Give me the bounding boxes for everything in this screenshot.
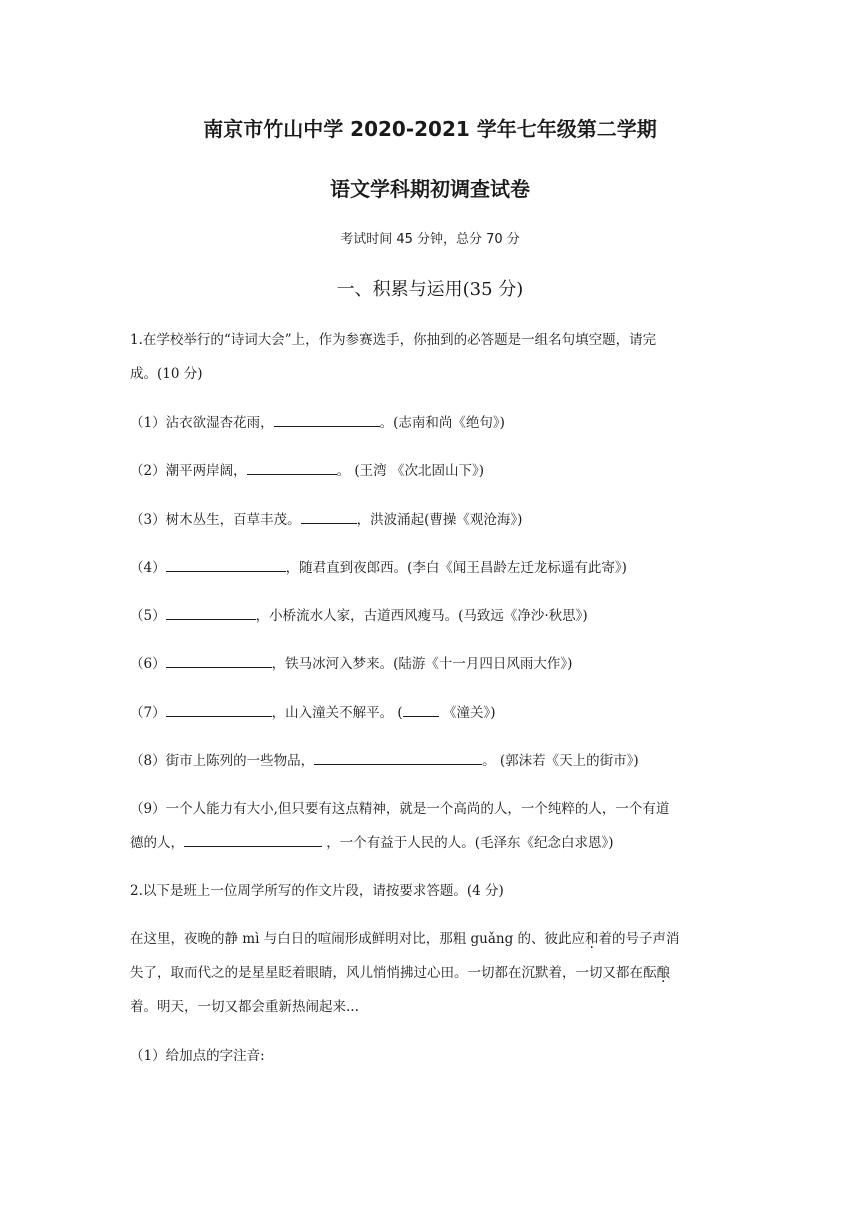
- passage-text: 失了，取而代之的是星星眨着眼睛，风儿悄悄拂过心田。一切都在沉默着，一切又都在酝: [130, 965, 657, 981]
- q2-passage-line2: [130, 961, 740, 985]
- q2-stem: 2.以下是班上一位周学所写的作文片段，请按要求答题。(4 分): [130, 883, 504, 899]
- q1-item-2: [130, 459, 740, 483]
- q1-item-8: [130, 749, 740, 773]
- answer-blank[interactable]: [247, 460, 337, 475]
- q1-item-9-line1: （9）一个人能力有大小,但只要有这点精神，就是一个高尚的人，一个纯粹的人，一个有道: [130, 801, 670, 817]
- item-number: （8）: [130, 753, 166, 769]
- q1-item-5: [130, 604, 740, 628]
- item-text: 沾衣欲湿杏花雨，: [165, 415, 274, 431]
- item-text: 。(志南和尚《绝句》): [379, 415, 505, 431]
- item-number: （1）: [130, 415, 166, 431]
- item-text: ，一个有益于人民的人。(毛泽东《纪念白求恩》): [322, 835, 614, 851]
- item-number: （4）: [130, 560, 166, 576]
- item-text: 潮平两岸阔，: [165, 463, 247, 479]
- item-number: （6）: [130, 656, 166, 672]
- item-text: 德的人，: [130, 835, 184, 851]
- answer-blank[interactable]: [184, 832, 322, 847]
- dotted-character: 和: [585, 931, 599, 947]
- q1-stem-line1: 1.在学校举行的“诗词大会”上，作为参赛选手，你抽到的必答题是一组名句填空题，请完: [130, 332, 657, 348]
- exam-title: 南京市竹山中学 2020-2021 学年七年级第二学期: [203, 117, 657, 141]
- answer-blank[interactable]: [166, 557, 286, 572]
- q1-item-1: [130, 411, 740, 435]
- item-text: 。 (王湾 《次北固山下》): [336, 463, 484, 479]
- item-text: 树木丛生，百草丰茂。: [165, 512, 301, 528]
- item-text: ，小桥流水人家，古道西风瘦马。(马致远《净沙·秋思》): [255, 608, 588, 624]
- answer-blank[interactable]: [301, 509, 357, 524]
- item-number: （2）: [130, 463, 166, 479]
- item-text: 。 (郭沫若《天上的街市》): [482, 753, 639, 769]
- q2-sub1: （1）给加点的字注音:: [130, 1048, 265, 1064]
- q1-item-4: [130, 556, 740, 580]
- answer-blank[interactable]: [274, 412, 380, 427]
- q1-item-9-line2: [130, 831, 740, 855]
- passage-text: 着的号子声消: [598, 931, 680, 947]
- item-text: ，铁马冰河入梦来。(陆游《十一月四日风雨大作》): [271, 656, 573, 672]
- item-number: （5）: [130, 608, 166, 624]
- passage-text: 在这里，夜晚的静 mì 与白日的喧闹形成鲜明对比，那粗 guǎng 的、彼此应: [130, 931, 586, 947]
- q2-passage-line3: 着。明天，一切又都会重新热闹起来...: [130, 999, 359, 1015]
- item-text: ，山入潼关不解平。 (: [271, 705, 403, 721]
- dotted-character: 酿: [656, 965, 670, 981]
- q1-item-3: [130, 508, 740, 532]
- answer-blank[interactable]: [166, 605, 256, 620]
- q1-item-7: [130, 701, 740, 725]
- answer-blank[interactable]: [166, 702, 272, 717]
- answer-blank[interactable]: [403, 702, 439, 717]
- item-text: 《潼关》): [438, 705, 496, 721]
- item-text: ，洪波涌起(曹操《观沧海》): [356, 512, 523, 528]
- exam-info: 考试时间 45 分钟，总分 70 分: [340, 232, 520, 247]
- section-heading: 一、积累与运用(35 分): [336, 279, 524, 300]
- q2-passage-line1: [130, 927, 740, 951]
- item-number: （3）: [130, 512, 166, 528]
- answer-blank[interactable]: [166, 653, 272, 668]
- answer-blank[interactable]: [314, 750, 482, 765]
- q1-item-6: [130, 652, 740, 676]
- item-number: （7）: [130, 705, 166, 721]
- item-text: ，随君直到夜郎西。(李白《闻王昌龄左迁龙标遥有此寄》): [285, 560, 627, 576]
- exam-subtitle: 语文学科期初调查试卷: [330, 177, 530, 201]
- q1-stem-line2: 成。(10 分): [130, 366, 203, 382]
- item-text: 街市上陈列的一些物品，: [165, 753, 315, 769]
